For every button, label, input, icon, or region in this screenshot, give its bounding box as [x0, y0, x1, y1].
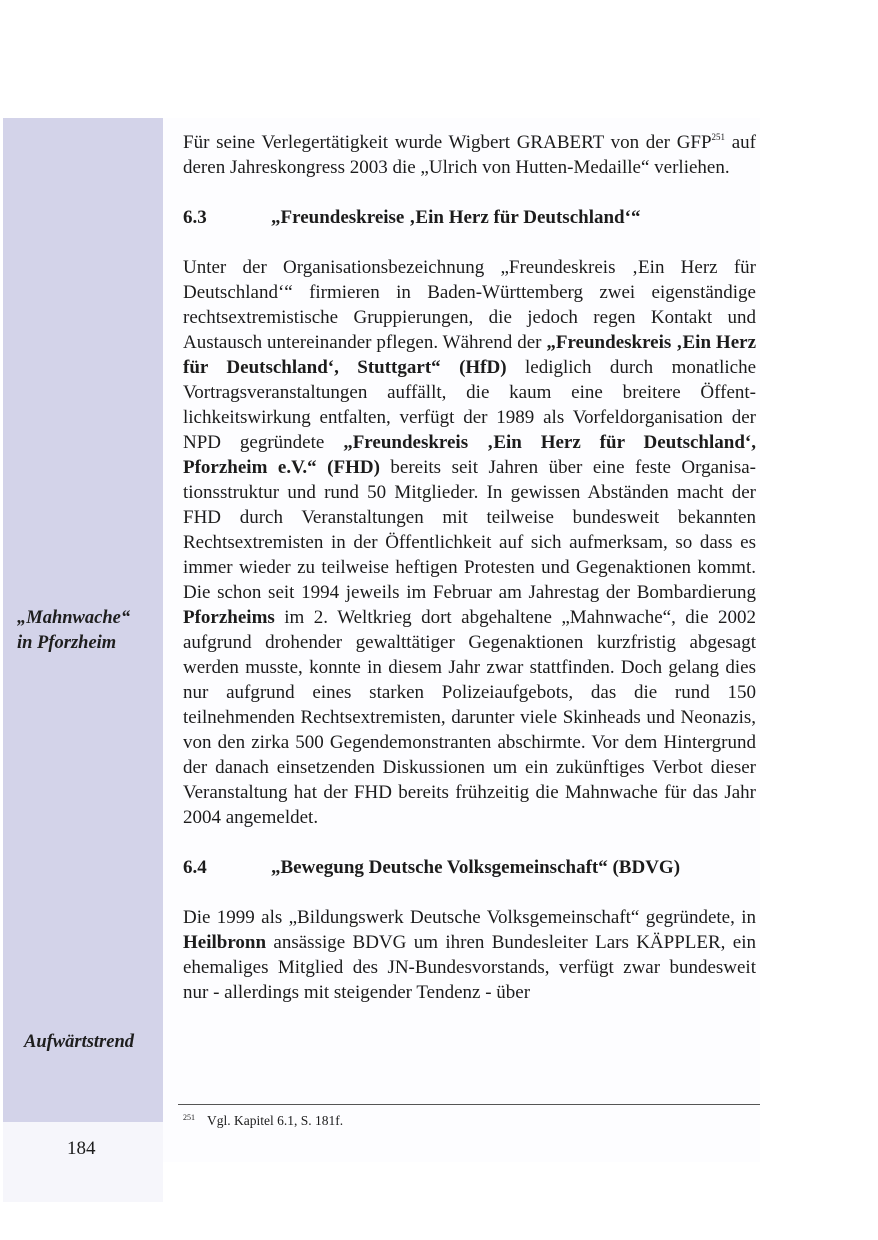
section-6-4-paragraph — [183, 905, 756, 1005]
page-number: 184 — [67, 1138, 96, 1159]
footnote — [183, 1109, 343, 1129]
text-run: Die 1999 als „Bildungswerk Deutsche Volksgemeinschaft“ gegründete, in — [183, 907, 756, 928]
main-text — [183, 130, 756, 1005]
place-name: Heilbronn — [183, 932, 267, 953]
footnote-mark: 251 — [183, 1113, 195, 1122]
section-number: 6.4 — [183, 857, 207, 878]
text-run: Unter der Organisationsbezeichnung „Freundeskreis ‚Ein Herz für Deutschland‘“ firmieren in Baden-Württemberg zwei eigenständige rechtsextremistische Gruppierungen, die jedoch regen Kontakt und Austausch untereinander pflegen. Während der — [183, 257, 756, 353]
footnote-reference: 251 — [711, 132, 726, 142]
section-number: 6.3 — [183, 207, 207, 228]
text-run: Für seine Verlegertätigkeit wurde Wigbert GRABERT von der GFP — [183, 132, 712, 153]
section-heading-6-4 — [183, 855, 756, 880]
intro-paragraph — [183, 130, 756, 180]
text-run: bereits seit Jahren über eine feste Organisationsstruktur und rund 50 Mitglieder. In gewissen Abständen macht der FHD durch Veranstaltungen mit teilweise bundesweit bekannten Rechtsextremisten in der Öffentlichkeit auf sich aufmerksam, so dass es immer wieder zu teilweise heftigen Protesten und Gegenaktionen kommt. Die schon seit 1994 jeweils im Februar am Jahrestag der Bombardierung — [183, 457, 756, 603]
footnote-text: Vgl. Kapitel 6.1, S. 181f. — [207, 1113, 344, 1128]
section-6-3-paragraph — [183, 255, 756, 830]
margin-sidebar-footer — [3, 1122, 163, 1202]
text-run: im 2. Weltkrieg dort abgehaltene „Mahnwache“, die 2002 aufgrund drohender gewalttätiger Gegenaktionen kurzfristig abgesagt werden musste, konnte in diesem Jahr zwar stattfinden. Doch gelang dies nur aufgrund eines starken Polizeiaufgebots, das die rund 150 teilnehmenden Rechtsextremisten, darunter viele Skinheads und Neonazis, von den zirka 500 Gegendemonstranten abschirmte. Vor dem Hintergrund der danach einsetzenden Diskussionen um ein zukünftiges Verbot dieser Veranstaltung hat der FHD bereits frühzeitig die Mahnwache für das Jahr 2004 angemeldet. — [183, 607, 756, 828]
org-name-fhd: „Freundeskreis ‚Ein Herz für Deutschland‘, Pforzheim e.V.“ (FHD) — [183, 432, 756, 478]
place-name: Pforzheims — [183, 607, 275, 628]
section-title: „Bewegung Deutsche Volksgemeinschaft“ (BDVG) — [271, 857, 681, 878]
margin-note-line: in Pforzheim — [17, 633, 117, 653]
margin-note-aufwaertstrend: Aufwärtstrend — [24, 1032, 135, 1052]
section-heading-6-3 — [183, 205, 756, 230]
text-run: auf deren Jahreskongress 2003 die „Ulrich von Hutten-Medaille“ verliehen. — [183, 132, 756, 178]
section-title: „Freundeskreise ‚Ein Herz für Deutschland‘“ — [271, 207, 641, 228]
margin-note-line: „Mahnwache“ — [17, 608, 131, 628]
text-run: lediglich durch monatliche Vortragsveranstaltungen auffällt, die kaum eine breitere Öffentlichkeitswirkung entfalten, verfügt der 1989 als Vorfeldorganisation der NPD gegründete — [183, 357, 757, 453]
text-run: ansässige BDVG um ihren Bundesleiter Lars KÄPPLER, ein ehemaliges Mitglied des JN-Bundesvorstands, verfügt zwar bundesweit nur - allerdings mit steigender Tendenz - über — [183, 932, 756, 1003]
footnote-divider — [178, 1104, 760, 1105]
margin-note-mahnwache — [17, 606, 130, 656]
org-name-hfd: „Freundeskreis ‚Ein Herz für Deutschland‘, Stuttgart“ (HfD) — [183, 332, 756, 378]
